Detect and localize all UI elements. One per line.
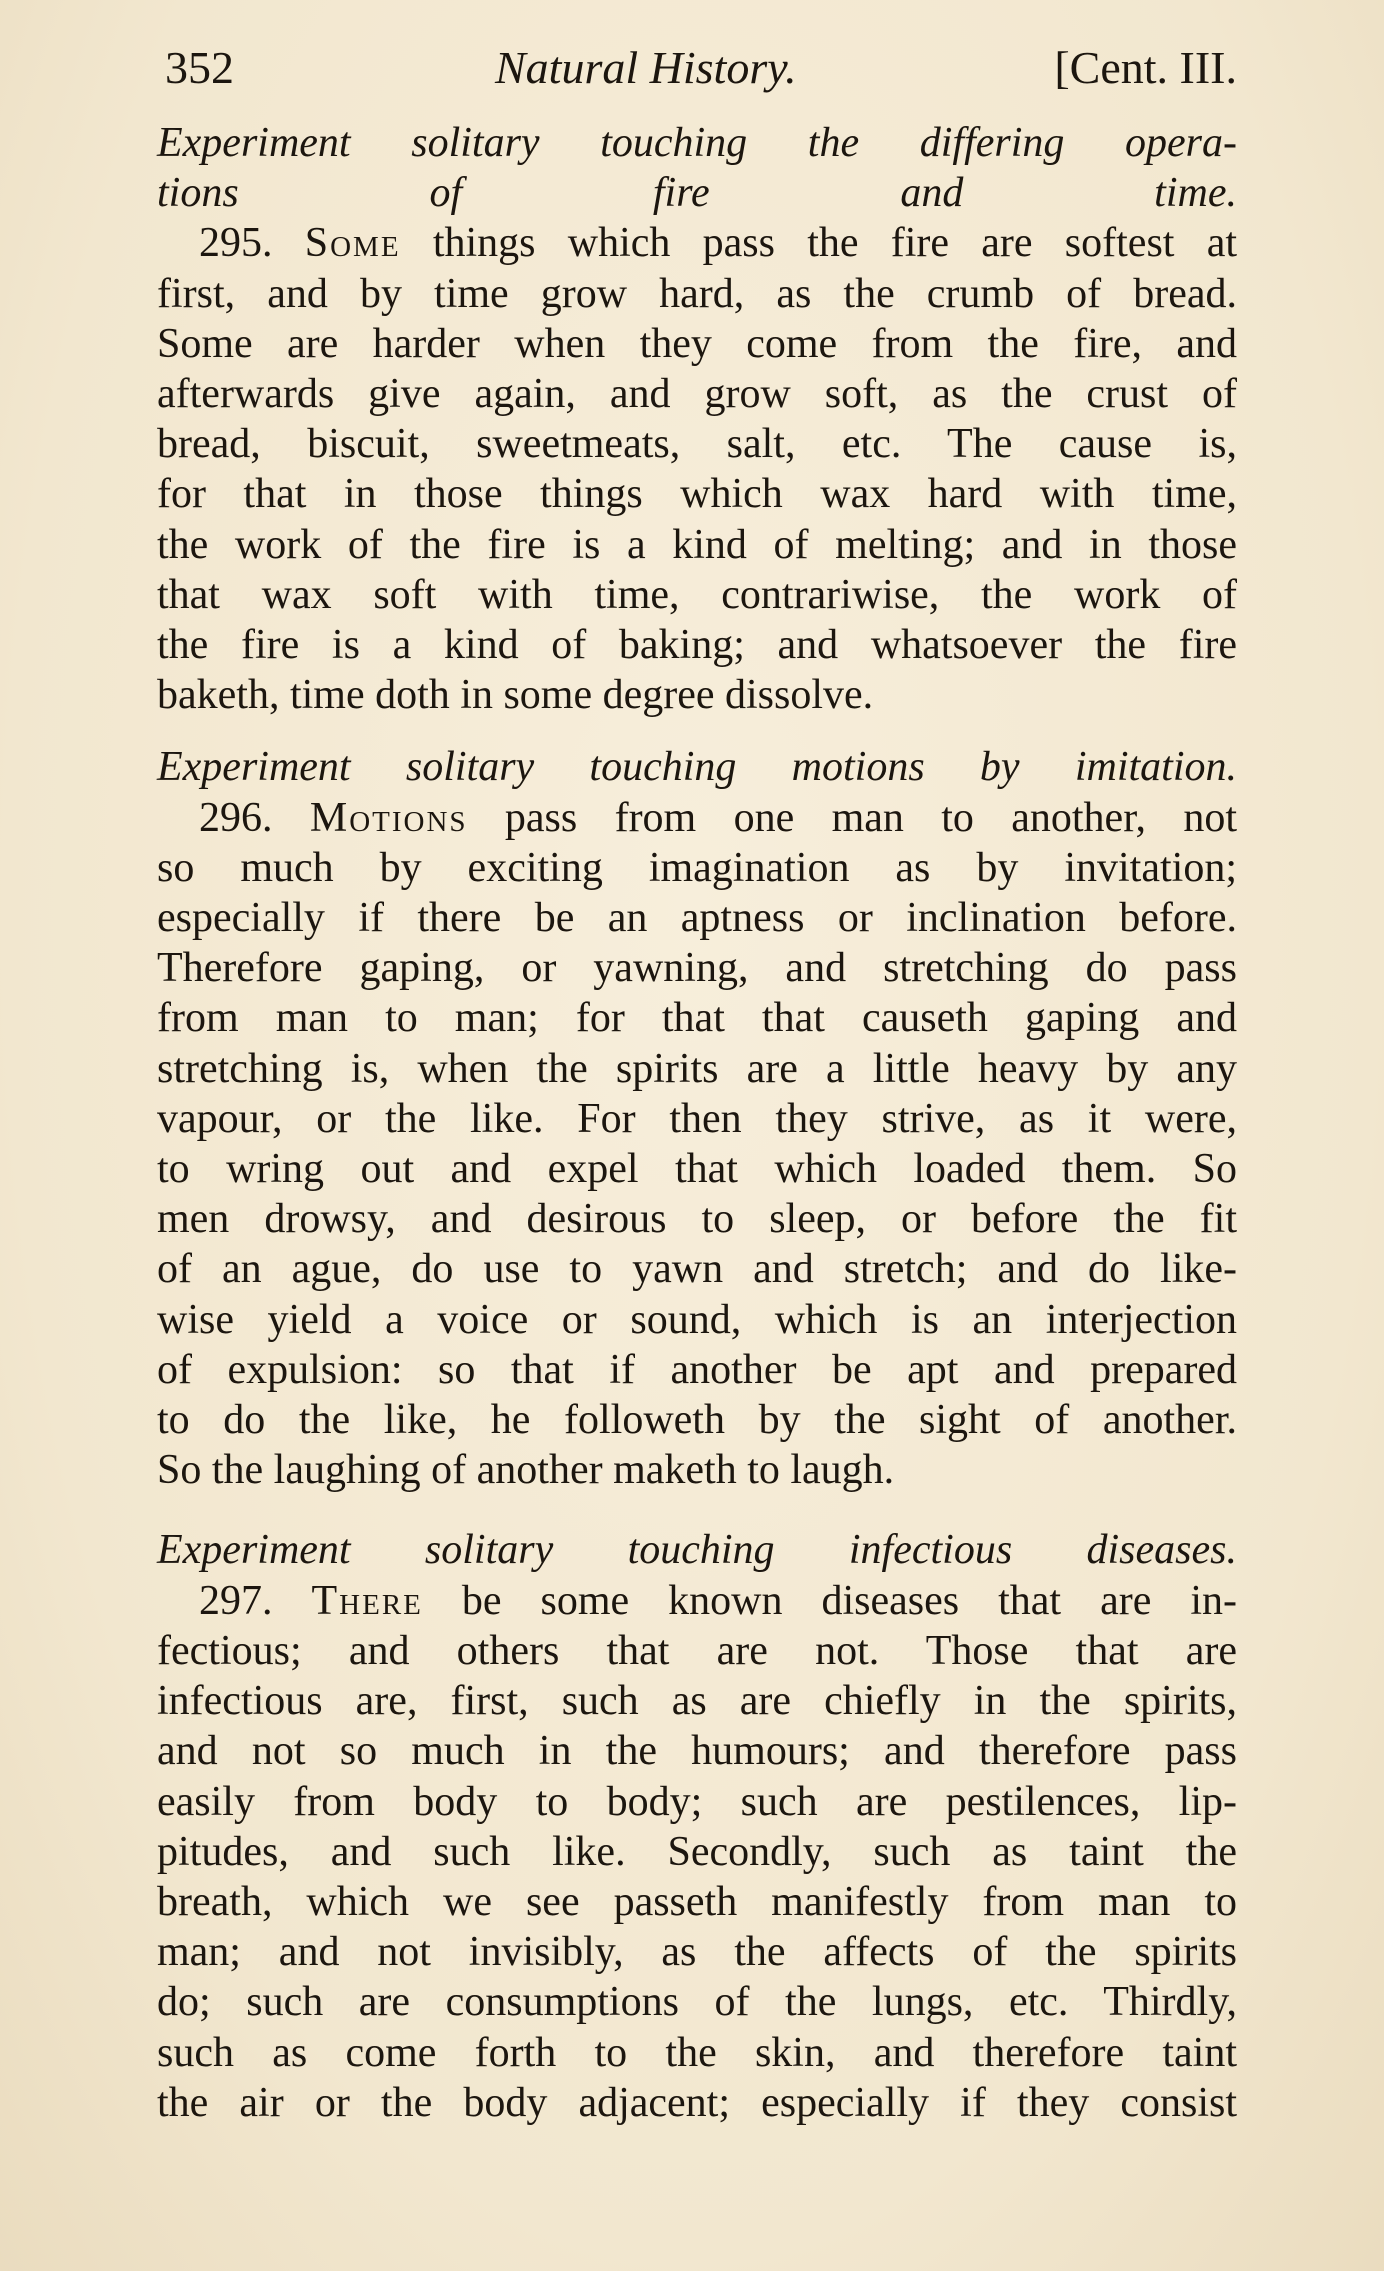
paragraph-number: 296. xyxy=(199,794,273,841)
opening-word: Motions xyxy=(309,794,468,841)
opening-word: There xyxy=(311,1577,423,1624)
paragraph-line: Therefore gaping, or yawning, and stretching do pass xyxy=(157,945,1237,992)
line-text: things which pass the fire are softest at xyxy=(432,220,1238,267)
paragraph-line: from man to man; for that that causeth gaping and xyxy=(157,995,1237,1042)
section-297 xyxy=(157,1525,1237,2127)
paragraph-number: 295. xyxy=(199,220,273,267)
century-label: [Cent. III. xyxy=(1054,42,1237,93)
section-heading: Experiment solitary touching the differing opera- xyxy=(157,120,1237,166)
paragraph-line: such as come forth to the skin, and therefore taint xyxy=(157,2029,1237,2076)
paragraph-line: so much by exciting imagination as by invitation; xyxy=(157,844,1237,891)
section-296 xyxy=(157,742,1237,1495)
line-text: pass from one man to another, not xyxy=(504,794,1238,841)
paragraph-line: especially if there be an aptness or inclination before. xyxy=(157,895,1237,942)
paragraph-line xyxy=(157,1576,1237,1626)
paragraph-line: the air or the body adjacent; especially if they consist xyxy=(157,2079,1237,2126)
paragraph-line: vapour, or the like. For then they strive, as it were, xyxy=(157,1095,1237,1142)
running-title: Natural History. xyxy=(495,42,797,93)
paragraph-line: the fire is a kind of baking; and whatsoever the fire xyxy=(157,622,1237,669)
section-gap xyxy=(157,720,1237,742)
paragraph-line: to do the like, he followeth by the sight of another. xyxy=(157,1397,1237,1444)
paragraph-line: and not so much in the humours; and therefore pass xyxy=(157,1728,1237,1775)
paragraph-line: stretching is, when the spirits are a little heavy by any xyxy=(157,1045,1237,1092)
paragraph-line: Some are harder when they come from the fire, and xyxy=(157,320,1237,367)
paragraph-line: fectious; and others that are not. Those that are xyxy=(157,1627,1237,1674)
page-body xyxy=(157,118,1237,2128)
paragraph-line: baketh, time doth in some degree dissolve. xyxy=(157,672,874,719)
paragraph-line: to wring out and expel that which loaded them. So xyxy=(157,1146,1237,1193)
paragraph-line: afterwards give again, and grow soft, as the crust of xyxy=(157,371,1237,418)
opening-word: Some xyxy=(304,220,401,267)
page-number: 352 xyxy=(165,42,234,93)
paragraph-line: pitudes, and such like. Secondly, such as taint the xyxy=(157,1828,1237,1875)
paragraph-line: So the laughing of another maketh to laugh. xyxy=(157,1447,895,1494)
line-text: be some known diseases that are in- xyxy=(461,1577,1237,1624)
section-heading: Experiment solitary touching infectious diseases. xyxy=(157,1527,1237,1574)
paragraph-line: that wax soft with time, contrariwise, the work of xyxy=(157,571,1237,618)
paragraph-line: men drowsy, and desirous to sleep, or before the fit xyxy=(157,1196,1237,1243)
paragraph-line: do; such are consumptions of the lungs, etc. Thirdly, xyxy=(157,1979,1237,2026)
paragraph-number: 297. xyxy=(199,1577,273,1624)
section-gap xyxy=(157,1495,1237,1525)
page-header xyxy=(165,38,1237,98)
section-heading: Experiment solitary touching motions by imitation. xyxy=(157,744,1237,791)
paragraph-line: first, and by time grow hard, as the crumb of bread. xyxy=(157,270,1237,317)
paragraph-line: for that in those things which wax hard with time, xyxy=(157,471,1237,518)
paragraph-line: of expulsion: so that if another be apt and prepared xyxy=(157,1346,1237,1393)
paragraph-line: wise yield a voice or sound, which is an interjection xyxy=(157,1296,1237,1343)
paragraph-line: of an ague, do use to yawn and stretch; and do like- xyxy=(157,1246,1237,1293)
paragraph-line: the work of the fire is a kind of melting; and in those xyxy=(157,521,1237,568)
paragraph-line: easily from body to body; such are pestilences, lip- xyxy=(157,1778,1237,1825)
paragraph-line xyxy=(157,793,1237,843)
section-heading: tions of fire and time. xyxy=(157,170,1237,217)
paragraph-line xyxy=(157,218,1237,268)
paragraph-line: infectious are, first, such as are chiefly in the spirits, xyxy=(157,1678,1237,1725)
paragraph-line: breath, which we see passeth manifestly from man to xyxy=(157,1878,1237,1925)
section-295 xyxy=(157,118,1237,720)
paragraph-line: bread, biscuit, sweetmeats, salt, etc. The cause is, xyxy=(157,421,1237,468)
paragraph-line: man; and not invisibly, as the affects of the spirits xyxy=(157,1929,1237,1976)
